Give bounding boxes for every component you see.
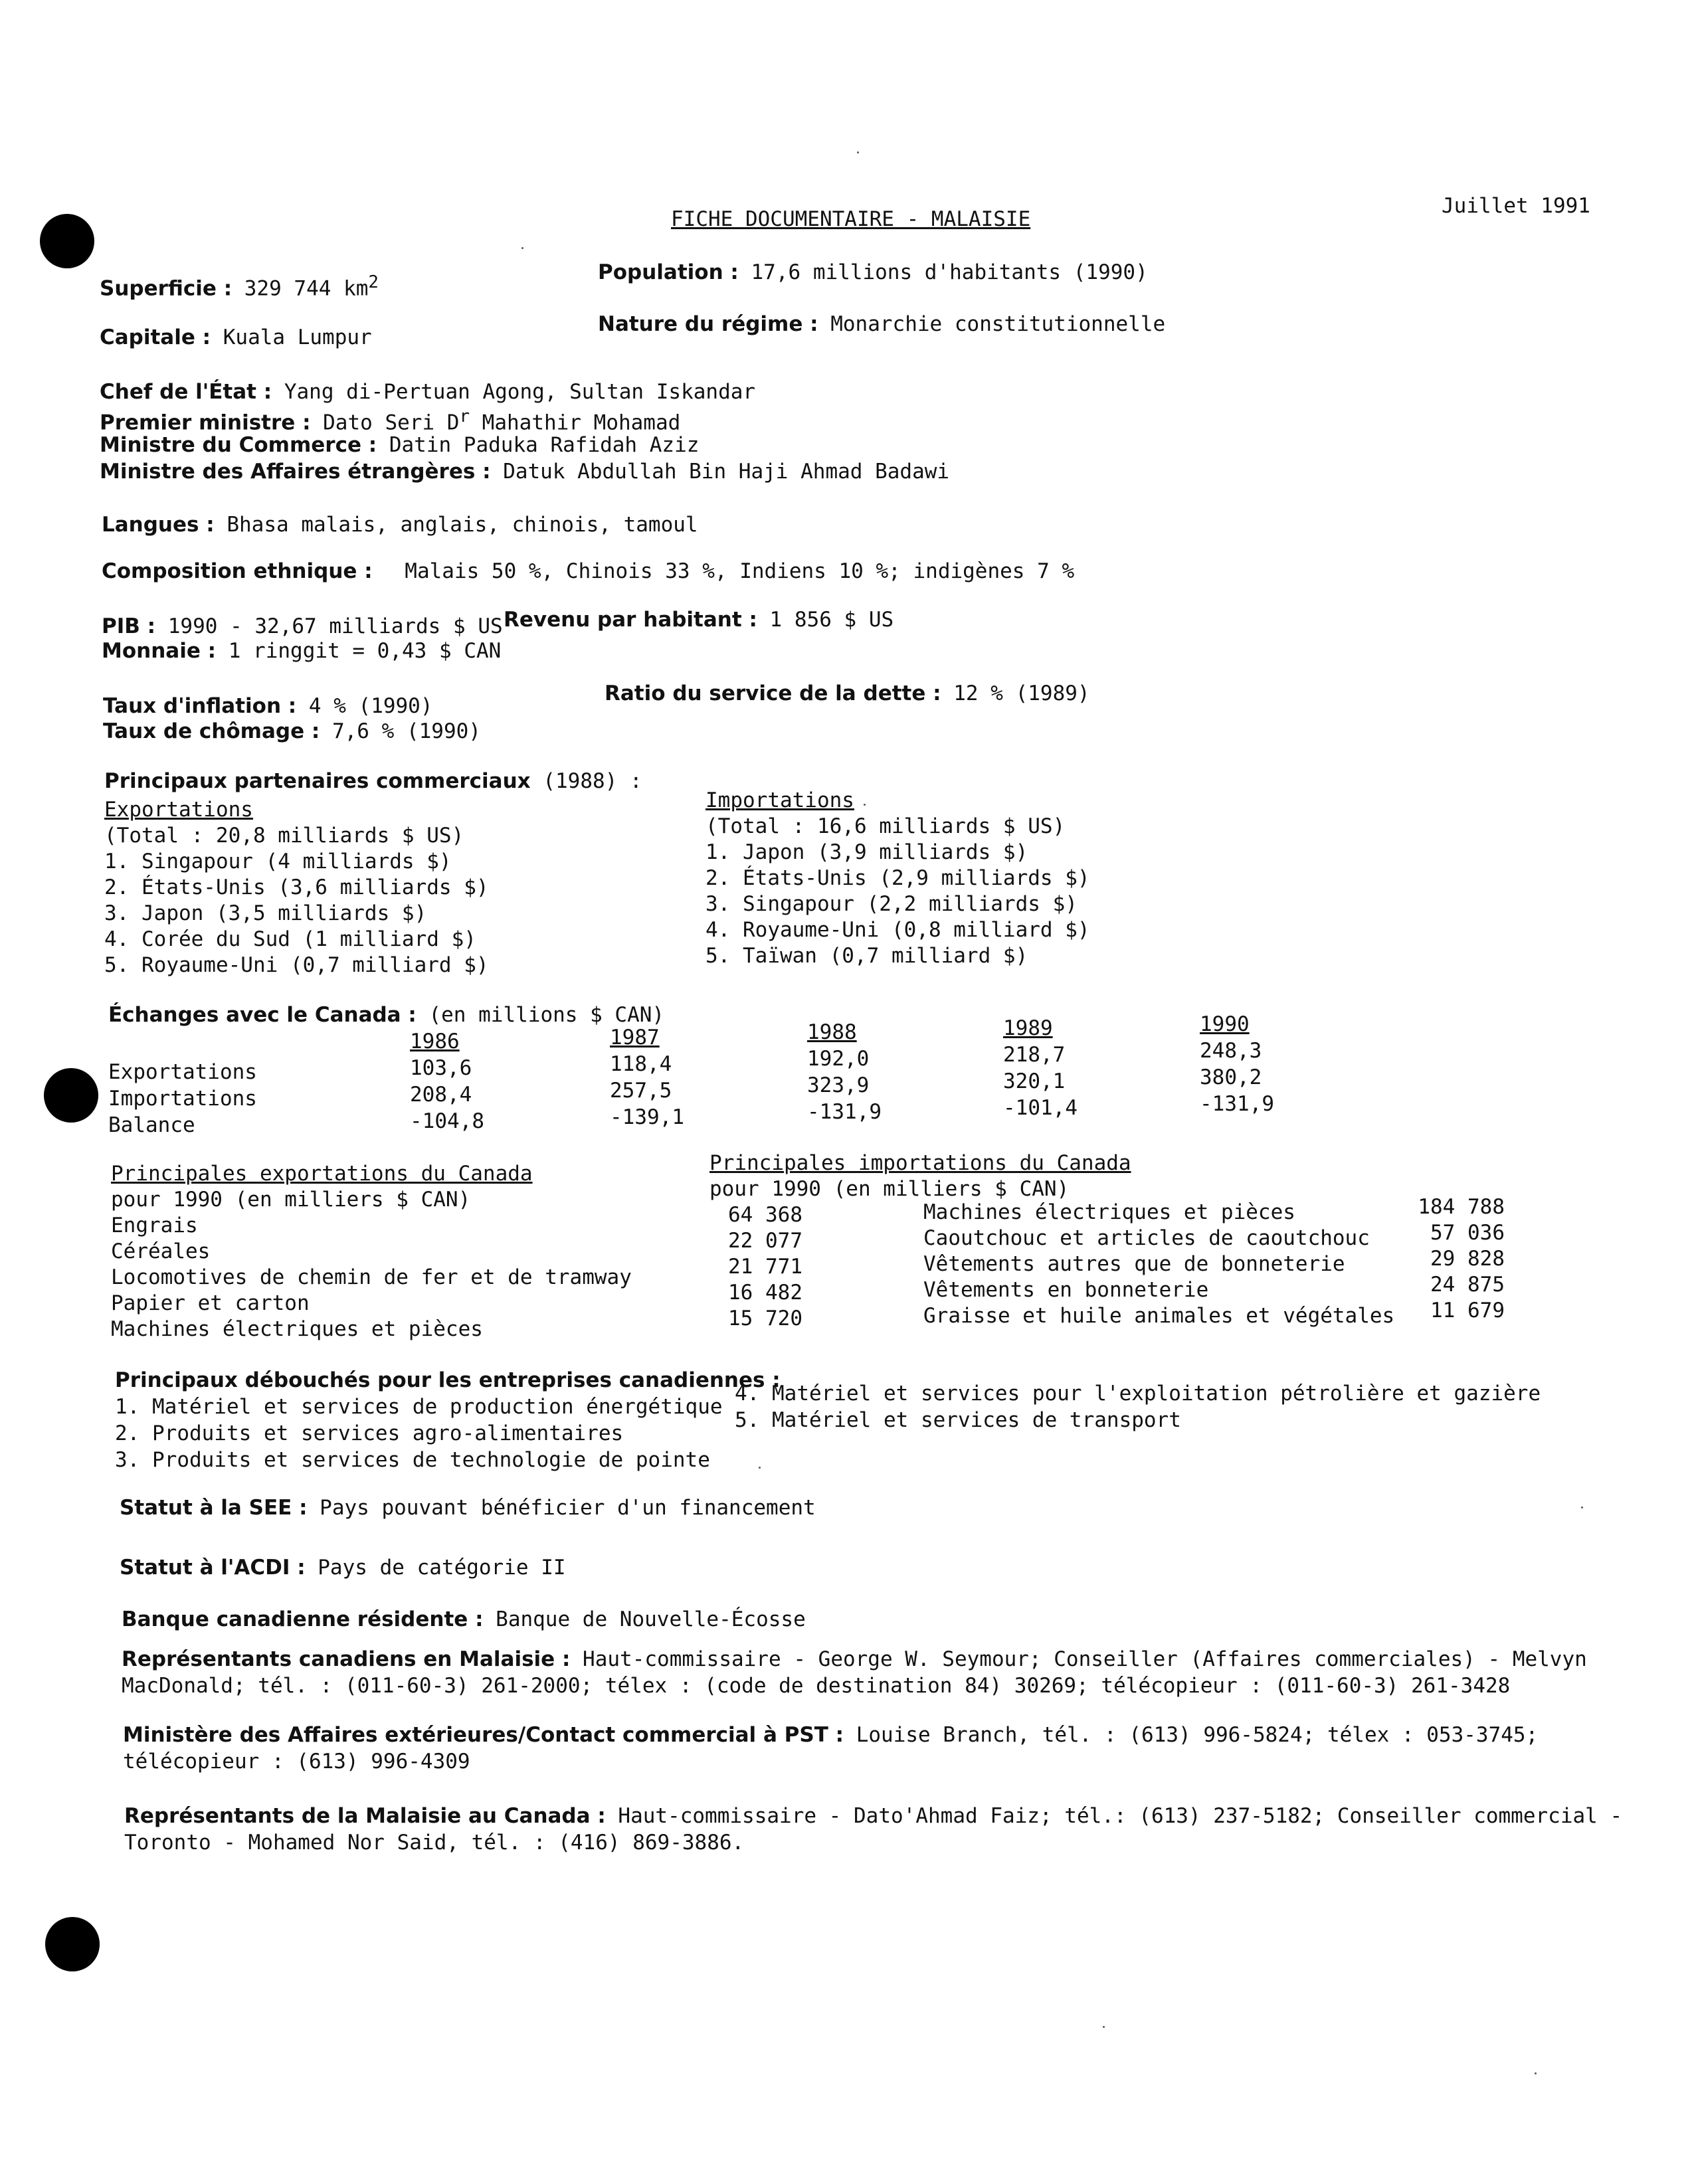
imports-canada-item: Graisse et huile animales et végétales	[923, 1304, 1395, 1328]
echanges-value: -101,4	[1003, 1096, 1078, 1120]
langues-value: Bhasa malais, anglais, chinois, tamoul	[227, 513, 698, 537]
ministre-commerce	[100, 433, 699, 458]
echanges-value: 103,6	[410, 1056, 472, 1080]
premier-ministre-name: Mahathir Mohamad	[470, 410, 681, 435]
imports-item: 1. Japon (3,9 milliards $)	[706, 840, 1028, 864]
debouche-item: 2. Produits et services agro-alimentaires	[115, 1421, 624, 1445]
echanges-row-label: Balance	[108, 1113, 195, 1137]
echanges-label: Échanges avec le Canada :	[108, 1003, 417, 1027]
echanges-value: 320,1	[1003, 1069, 1066, 1093]
imports-heading: Importations	[706, 788, 854, 812]
see-label: Statut à la SEE :	[120, 1496, 308, 1520]
exports-item: 3. Japon (3,5 milliards $)	[104, 901, 427, 925]
revenu	[504, 608, 894, 632]
representants-canada-line2: MacDonald; tél. : (011-60-3) 261-2000; télex : (code de destination 84) 30269; télécopieur : (011-60-3) 261-3428	[122, 1674, 1511, 1698]
imports-canada-sub: pour 1990 (en milliers $ CAN)	[709, 1177, 1070, 1201]
exports-canada-value: 21 771	[728, 1255, 802, 1279]
exports-canada-value: 16 482	[728, 1281, 802, 1305]
composition-value: Malais 50 %, Chinois 33 %, Indiens 10 %; indigènes 7 %	[405, 559, 1075, 583]
exports-item: 4. Corée du Sud (1 milliard $)	[104, 927, 476, 951]
debouches-label: Principaux débouchés pour les entreprises canadiennes :	[115, 1368, 781, 1392]
echanges-col-1988	[807, 1019, 882, 1125]
punch-hole-middle	[44, 1068, 98, 1123]
premier-ministre-label: Premier ministre :	[100, 410, 311, 435]
ministere-label: Ministère des Affaires extérieures/Contact commercial à PST :	[123, 1723, 844, 1747]
population	[598, 260, 1148, 285]
imports-canada-value: 24 875	[1430, 1273, 1505, 1297]
debouches-right	[735, 1380, 1541, 1433]
ministere	[123, 1722, 1538, 1775]
echanges-row-names	[108, 1059, 257, 1138]
representants-malaisie	[124, 1803, 1622, 1856]
superficie-exponent: 2	[368, 272, 379, 292]
partenaires-heading	[104, 769, 642, 794]
ministre-commerce-label: Ministre du Commerce :	[100, 433, 377, 457]
imports-canada-value: 11 679	[1430, 1299, 1505, 1322]
population-label: Population :	[598, 260, 739, 284]
langues	[102, 513, 698, 537]
revenu-value: 1 856 $ US	[769, 608, 894, 632]
chomage	[103, 719, 481, 744]
composition-label: Composition ethnique :	[102, 559, 373, 583]
chef-etat-label: Chef de l'État :	[100, 380, 272, 404]
imports-canada-value: 184 788	[1418, 1195, 1505, 1219]
echanges-value: 257,5	[610, 1079, 672, 1103]
exports-canada-value: 15 720	[728, 1307, 802, 1330]
exports-item: 2. États-Unis (3,6 milliards $)	[104, 875, 489, 899]
partenaires-year: (1988) :	[543, 769, 642, 793]
scan-speck	[1535, 2072, 1537, 2074]
see-value: Pays pouvant bénéficier d'un financement	[320, 1496, 816, 1520]
pib-value: 1990 - 32,67 milliards $ US	[167, 614, 503, 638]
imports-canada-value: 57 036	[1430, 1221, 1505, 1245]
exports-canada-value: 64 368	[728, 1203, 802, 1227]
population-value: 17,6 millions d'habitants (1990)	[751, 260, 1148, 284]
exports-canada-sub: pour 1990 (en milliers $ CAN)	[111, 1188, 471, 1212]
echanges-value: 248,3	[1200, 1039, 1262, 1063]
monnaie-label: Monnaie :	[102, 639, 217, 663]
chomage-value: 7,6 % (1990)	[331, 719, 481, 743]
exports-canada	[111, 1161, 632, 1342]
imports-item: 4. Royaume-Uni (0,8 milliard $)	[706, 918, 1090, 942]
pib	[102, 614, 503, 639]
exports-canada-heading: Principales exportations du Canada	[111, 1162, 533, 1186]
premier-ministre-value: Dato Seri D	[323, 410, 460, 435]
exports-canada-item: Locomotives de chemin de fer et de tramway	[111, 1265, 632, 1289]
echanges-year: 1988	[807, 1020, 857, 1044]
statut-acdi	[120, 1556, 566, 1580]
echanges-value: 118,4	[610, 1052, 672, 1076]
revenu-label: Revenu par habitant :	[504, 608, 757, 632]
regime-label: Nature du régime :	[598, 312, 818, 336]
exports-canada-item: Engrais	[111, 1214, 198, 1237]
exports-item: 1. Singapour (4 milliards $)	[104, 850, 452, 873]
inflation-label: Taux d'inflation :	[103, 694, 297, 718]
ministre-affaires-value: Datuk Abdullah Bin Haji Ahmad Badawi	[503, 460, 950, 484]
chomage-label: Taux de chômage :	[103, 719, 320, 743]
imports-canada-header	[709, 1150, 1131, 1202]
debouche-item: 1. Matériel et services de production énergétique	[115, 1395, 723, 1419]
echanges-year: 1989	[1003, 1016, 1053, 1040]
exports-canada-value: 22 077	[728, 1229, 802, 1253]
premier-ministre	[100, 407, 680, 436]
exports-heading: Exportations	[104, 798, 253, 822]
regime-value: Monarchie constitutionnelle	[830, 312, 1166, 336]
banque-value: Banque de Nouvelle-Écosse	[496, 1607, 806, 1631]
pib-label: PIB :	[102, 614, 156, 638]
imports-canada-item: Vêtements autres que de bonneterie	[923, 1252, 1345, 1276]
debouche-item: 3. Produits et services de technologie de pointe	[115, 1448, 710, 1472]
echanges-value: 218,7	[1003, 1043, 1066, 1067]
exports-canada-item: Céréales	[111, 1239, 211, 1263]
partenaires-label: Principaux partenaires commerciaux	[104, 769, 531, 793]
imports-canada-item: Vêtements en bonneterie	[923, 1278, 1209, 1302]
imports-canada-value: 29 828	[1430, 1247, 1505, 1271]
ministre-commerce-value: Datin Paduka Rafidah Aziz	[389, 433, 700, 457]
chef-etat-value: Yang di-Pertuan Agong, Sultan Iskandar	[284, 380, 756, 404]
echanges-col-1986	[410, 1028, 484, 1135]
debouche-item: 5. Matériel et services de transport	[735, 1408, 1181, 1432]
debouche-item: 4. Matériel et services pour l'exploitation pétrolière et gazière	[735, 1382, 1541, 1406]
echanges-col-1990	[1200, 1011, 1274, 1117]
document-title: FICHE DOCUMENTAIRE - MALAISIE	[671, 207, 1031, 231]
scan-speck	[1581, 1506, 1583, 1508]
ministre-affaires-label: Ministre des Affaires étrangères :	[100, 460, 491, 484]
echanges-col-1987	[610, 1024, 684, 1131]
imports-canada-names	[923, 1200, 1394, 1329]
representants-malaisie-line2: Toronto - Mohamed Nor Said, tél. : (416) 869-3886.	[124, 1831, 745, 1855]
langues-label: Langues :	[102, 513, 215, 537]
debouches-heading	[115, 1368, 781, 1393]
echanges-heading	[108, 1003, 664, 1028]
banque	[122, 1607, 806, 1632]
partenaires-exports	[104, 797, 489, 978]
exports-canada-item: Machines électriques et pièces	[111, 1317, 483, 1341]
echanges-col-1989	[1003, 1015, 1078, 1121]
scan-speck	[857, 151, 859, 153]
superficie	[100, 272, 379, 302]
echanges-value: 192,0	[807, 1047, 870, 1071]
scan-speck	[521, 247, 523, 249]
representants-canada-line1: Haut-commissaire - George W. Seymour; Conseiller (Affaires commerciales) - Melvyn	[583, 1647, 1587, 1671]
representants-canada	[122, 1646, 1587, 1699]
composition-ethnique	[102, 559, 1074, 584]
exports-canada-item: Papier et carton	[111, 1291, 310, 1315]
exports-item: 5. Royaume-Uni (0,7 milliard $)	[104, 953, 489, 977]
representants-malaisie-label: Représentants de la Malaisie au Canada :	[124, 1804, 606, 1828]
echanges-row-label: Importations	[108, 1087, 257, 1111]
imports-canada-item: Machines électriques et pièces	[923, 1200, 1295, 1224]
imports-item: 3. Singapour (2,2 milliards $)	[706, 892, 1078, 916]
punch-hole-top	[40, 214, 94, 268]
acdi-value: Pays de catégorie II	[318, 1556, 566, 1580]
capitale-label: Capitale :	[100, 325, 211, 349]
capitale-value: Kuala Lumpur	[223, 325, 372, 349]
echanges-value: 323,9	[807, 1073, 870, 1097]
ministre-affaires	[100, 460, 949, 484]
monnaie	[102, 639, 501, 664]
scan-speck	[759, 1467, 761, 1469]
acdi-label: Statut à l'ACDI :	[120, 1556, 306, 1580]
premier-ministre-exponent: r	[459, 407, 470, 426]
echanges-value: -139,1	[610, 1105, 684, 1129]
superficie-label: Superficie :	[100, 276, 233, 301]
representants-canada-label: Représentants canadiens en Malaisie :	[122, 1647, 571, 1671]
echanges-value: 208,4	[410, 1083, 472, 1107]
superficie-value: 329 744 km	[244, 276, 369, 301]
dette	[605, 682, 1090, 706]
echanges-year: 1986	[410, 1030, 460, 1053]
echanges-year: 1987	[610, 1026, 660, 1049]
echanges-row-label: Exportations	[108, 1060, 257, 1084]
representants-malaisie-line1: Haut-commissaire - Dato'Ahmad Faiz; tél.: (613) 237-5182; Conseiller commercial -	[618, 1804, 1623, 1828]
echanges-value: -104,8	[410, 1109, 484, 1133]
inflation	[103, 694, 433, 719]
chef-etat	[100, 380, 755, 405]
echanges-value: -131,9	[1200, 1092, 1274, 1116]
dette-value: 12 % (1989)	[953, 682, 1090, 705]
scan-speck	[1103, 2026, 1105, 2028]
capitale	[100, 325, 372, 350]
statut-see	[120, 1496, 816, 1520]
inflation-value: 4 % (1990)	[308, 694, 433, 718]
imports-canada-item: Caoutchouc et articles de caoutchouc	[923, 1226, 1370, 1250]
regime	[598, 312, 1165, 337]
imports-item: 2. États-Unis (2,9 milliards $)	[706, 866, 1090, 890]
partenaires-imports	[706, 788, 1090, 969]
echanges-unit: (en millions $ CAN)	[428, 1003, 665, 1027]
imports-total: (Total : 16,6 milliards $ US)	[706, 814, 1066, 838]
echanges-year: 1990	[1200, 1012, 1250, 1036]
punch-hole-bottom	[45, 1917, 100, 1971]
debouches-left	[115, 1394, 723, 1473]
imports-canada-values	[1395, 1194, 1505, 1324]
scan-speck	[864, 804, 866, 806]
exports-canada-values	[709, 1202, 802, 1332]
ministere-line2: télécopieur : (613) 996-4309	[123, 1750, 470, 1774]
monnaie-value: 1 ringgit = 0,43 $ CAN	[228, 639, 502, 663]
imports-item: 5. Taïwan (0,7 milliard $)	[706, 944, 1028, 968]
banque-label: Banque canadienne résidente :	[122, 1607, 484, 1631]
document-date: Juillet 1991	[1442, 194, 1590, 218]
echanges-value: -131,9	[807, 1100, 882, 1124]
exports-total: (Total : 20,8 milliards $ US)	[104, 824, 464, 848]
echanges-value: 380,2	[1200, 1065, 1262, 1089]
imports-canada-heading: Principales importations du Canada	[709, 1151, 1131, 1175]
ministere-line1: Louise Branch, tél. : (613) 996-5824; télex : 053-3745;	[856, 1723, 1539, 1747]
dette-label: Ratio du service de la dette :	[605, 682, 941, 705]
